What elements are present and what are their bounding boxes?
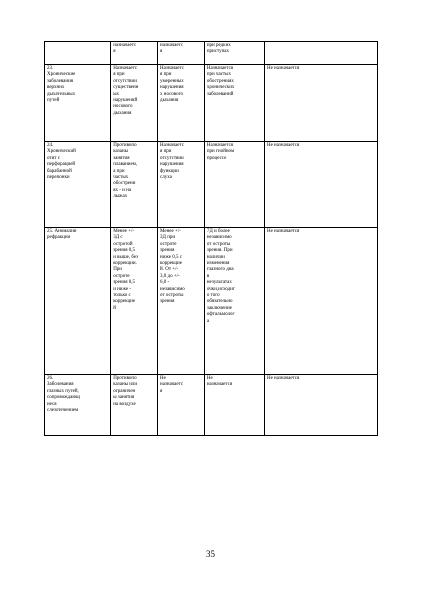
table-cell: Назначается при гнойном процессе xyxy=(204,142,264,228)
table-cell xyxy=(45,42,111,65)
table-cell: 7Д и более независимо от остроты зрения. При наличии изменения глазного дна в незультатах очки,исходиг о того обязательно заключение офтальмолог а xyxy=(204,228,264,375)
table-cell: 26. Заболевания глазных путей, сопровождающ иеся слезотечением xyxy=(45,375,111,436)
table-cell: Не назначается xyxy=(264,375,377,436)
table-cell: Противопо казаны занятия плаванием, а при частых обострени ях - и на лыжах xyxy=(111,142,158,228)
table-cell: Назначаетс я при умеренных нарушения х носового дыхания xyxy=(158,65,205,142)
table-cell: назначаетс я xyxy=(158,42,205,65)
table-cell: Назначаетс я при отсутствии нарушения функции слуха xyxy=(158,142,205,228)
table-cell: Не назначается xyxy=(264,228,377,375)
medical-groups-table xyxy=(44,41,378,436)
table-cell: Назначается при частых обострениях хронических заболеваний xyxy=(204,65,264,142)
table-row xyxy=(45,42,378,65)
table-cell: 23. Хронические заболевания верхних дыхательных путей xyxy=(45,65,111,142)
table-cell: Назначаетс я при отсутствии существенн ых нарушений носового дыхания xyxy=(111,65,158,142)
page-number: 35 xyxy=(206,549,215,559)
table-cell: Противопо казаны или ограничен ы занятия на воздухе xyxy=(111,375,158,436)
table-cell: Менее +/- 3Д с остротой зрения 0,5 и выше, без коррекции. При остроте зрения 0,5 и ниже - только с коррекцие й xyxy=(111,228,158,375)
table-cell: Не назначаетс я xyxy=(158,375,205,436)
table-row xyxy=(45,142,378,228)
table-cell xyxy=(264,42,377,65)
table-cell: назначаетс я xyxy=(111,42,158,65)
table-row xyxy=(45,228,378,375)
table-cell: Менее +/- 3Д при остроте зрения ниже 0,5 с коррекцие й. От +/- 3,0 до +/- 6,0 - независимо от остроты зрения xyxy=(158,228,205,375)
table-cell: 24. Хронический отит с перфорацией барабанной перепонки xyxy=(45,142,111,228)
table-cell: Не назначается xyxy=(264,142,377,228)
table-cell: Не назначается xyxy=(264,65,377,142)
table-row xyxy=(45,375,378,436)
table-cell: Не назначается xyxy=(204,375,264,436)
table-row xyxy=(45,65,378,142)
table-cell: при редких приступах xyxy=(204,42,264,65)
table-cell: 25. Аномалии рефракции xyxy=(45,228,111,375)
